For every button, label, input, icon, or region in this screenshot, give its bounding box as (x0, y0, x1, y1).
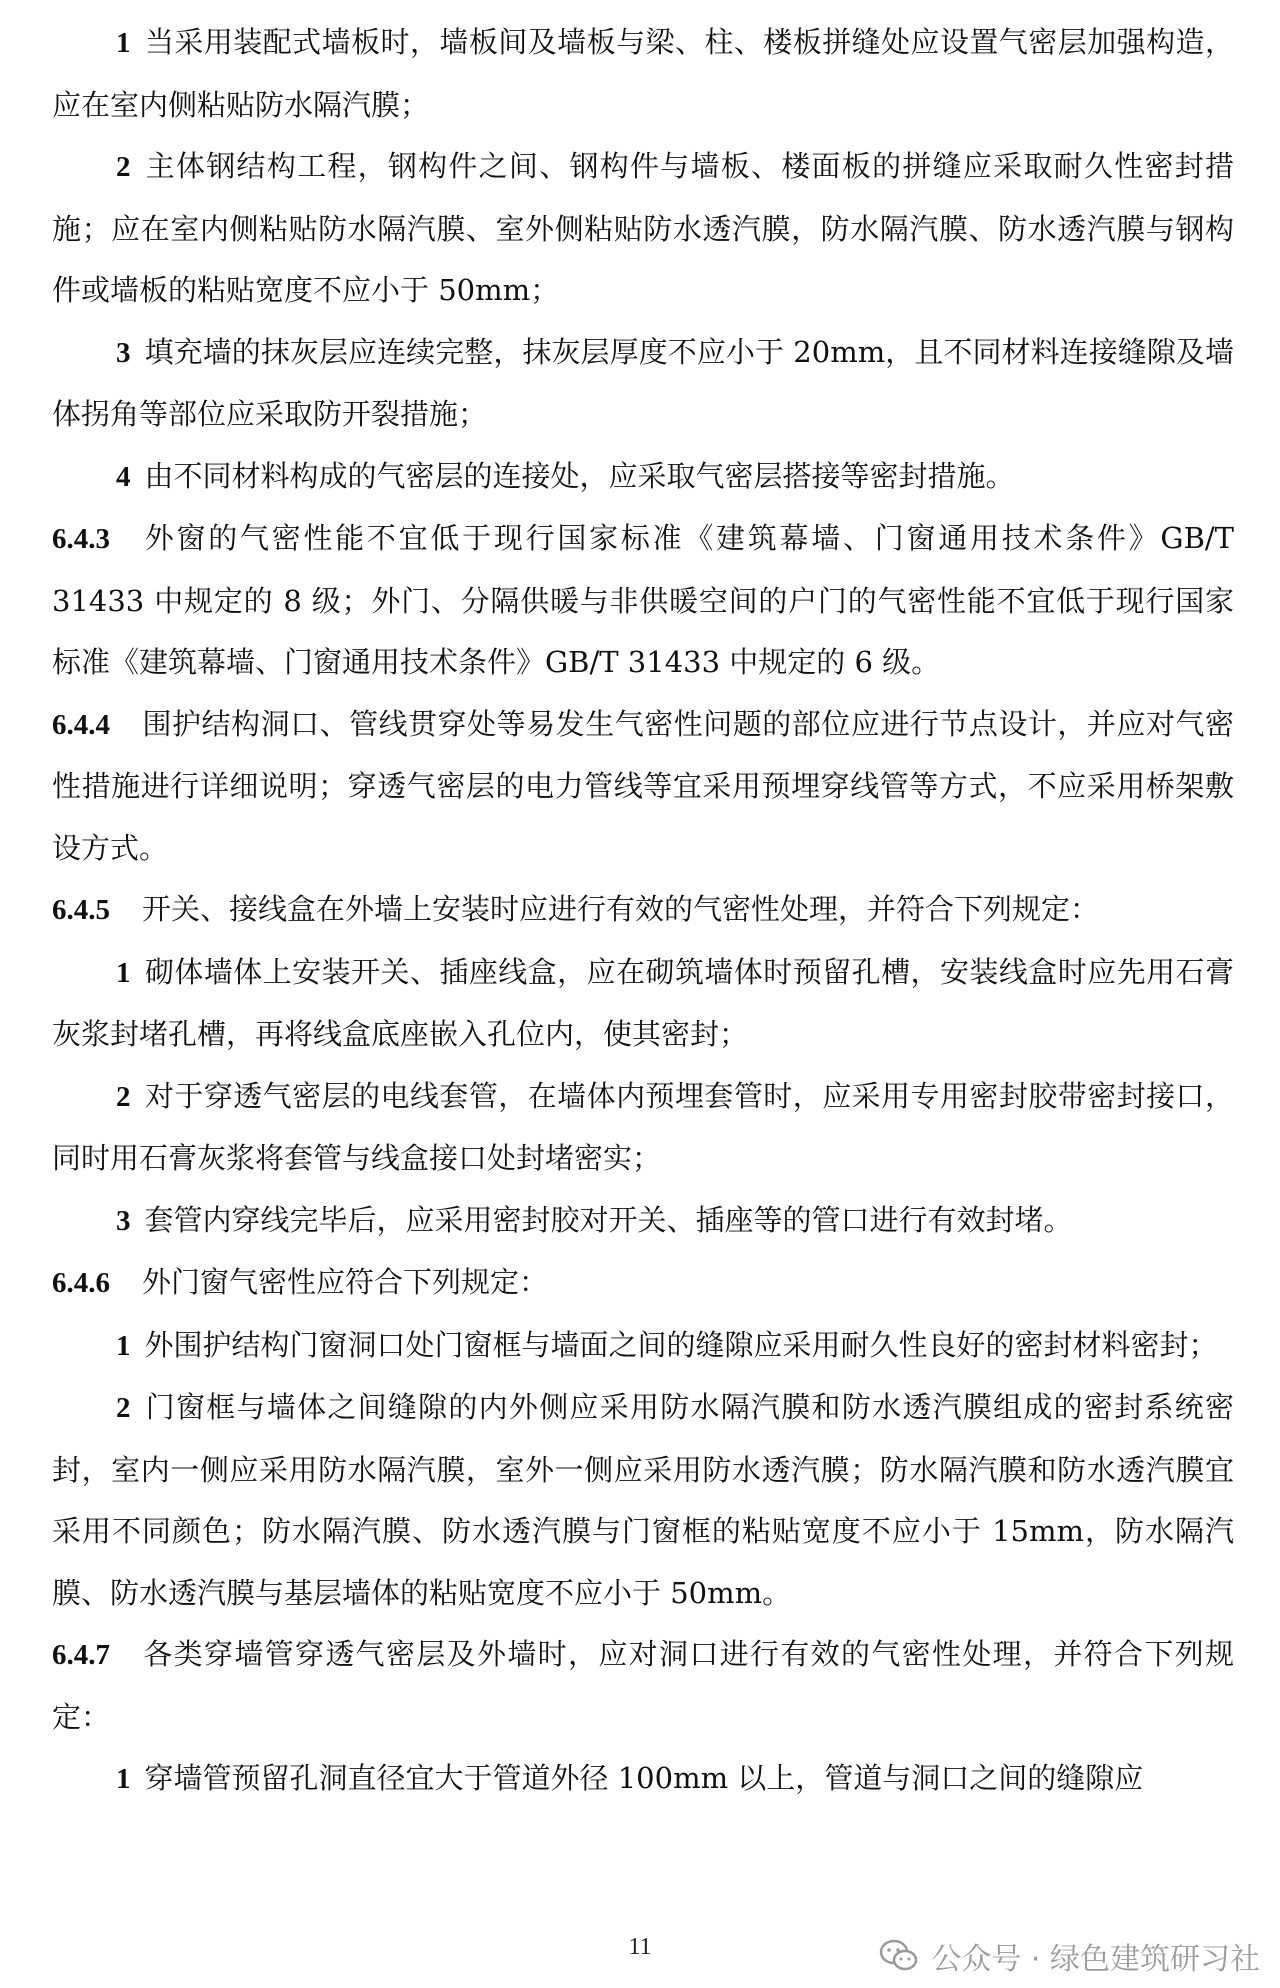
item-text: 主体钢结构工程，钢构件之间、钢构件与墙板、楼面板的拼缝应采取耐久性密封措施；应在室内侧粘贴防水隔汽膜、室外侧粘贴防水透汽膜，防水隔汽膜、防水透汽膜与钢构件或墙板的粘贴宽度不应小于 50mm； (52, 149, 1234, 307)
item-number: 2 (116, 1392, 131, 1424)
item-paragraph (52, 1066, 1234, 1190)
clause-paragraph (52, 1624, 1234, 1748)
clause-paragraph (52, 879, 1234, 942)
item-text: 填充墙的抹灰层应连续完整，抹灰层厚度不应小于 20mm，且不同材料连接缝隙及墙体拐角等部位应采取防开裂措施； (52, 334, 1234, 431)
clause-paragraph (52, 1252, 1234, 1315)
clause-text: 各类穿墙管穿透气密层及外墙时，应对洞口进行有效的气密性处理，并符合下列规定： (52, 1637, 1234, 1734)
clause-number: 6.4.4 (52, 708, 110, 741)
item-paragraph (52, 136, 1234, 322)
item-paragraph (52, 942, 1234, 1066)
clause-paragraph (52, 694, 1234, 880)
document-body (52, 12, 1234, 1811)
item-paragraph (52, 12, 1234, 136)
watermark-text: 公众号 · 绿色建筑研习社 (931, 1942, 1260, 1977)
item-paragraph (52, 322, 1234, 446)
clause-number: 6.4.6 (52, 1267, 110, 1299)
clause-text: 外门窗气密性应符合下列规定： (142, 1265, 549, 1299)
clause-number: 6.4.5 (52, 894, 110, 926)
item-number: 4 (116, 460, 131, 493)
item-number: 3 (116, 1204, 131, 1237)
clause-paragraph (52, 508, 1234, 694)
item-text: 穿墙管预留孔洞直径宜大于管道外径 100mm 以上，管道与洞口之间的缝隙应 (144, 1761, 1144, 1795)
item-text: 由不同材料构成的气密层的连接处，应采取气密层搭接等密封措施。 (144, 458, 1015, 493)
item-number: 1 (116, 1763, 131, 1795)
page-number: 11 (628, 1934, 652, 1960)
clause-text: 开关、接线盒在外墙上安装时应进行有效的气密性处理，并符合下列规定： (142, 892, 1100, 926)
item-paragraph (52, 1315, 1234, 1378)
watermark (879, 1934, 1260, 1978)
item-paragraph (52, 1748, 1234, 1811)
item-paragraph (52, 1190, 1234, 1253)
item-number: 1 (116, 956, 131, 989)
item-text: 套管内穿线完毕后，应采用密封胶对开关、插座等的管口进行有效封堵。 (144, 1202, 1073, 1237)
clause-number: 6.4.3 (52, 523, 110, 555)
item-text: 外围护结构门窗洞口处门窗框与墙面之间的缝隙应采用耐久性良好的密封材料密封； (144, 1327, 1218, 1362)
item-number: 2 (116, 1080, 131, 1113)
item-text: 对于穿透气密层的电线套管，在墙体内预埋套管时，应采用专用密封胶带密封接口，同时用石膏灰浆将套管与线盒接口处封堵密实； (52, 1078, 1234, 1175)
clause-text: 外窗的气密性能不宜低于现行国家标准《建筑幕墙、门窗通用技术条件》GB/T 31433 中规定的 8 级；外门、分隔供暖与非供暖空间的户门的气密性能不宜低于现行国家标准《建筑幕墙、门窗通用技术条件》GB/T 31433 中规定的 6 级。 (52, 521, 1234, 679)
wechat-icon (879, 1939, 919, 1973)
clause-text: 围护结构洞口、管线贯穿处等易发生气密性问题的部位应进行节点设计，并应对气密性措施进行详细说明；穿透气密层的电力管线等宜采用预埋穿线管等方式，不应采用桥架敷设方式。 (52, 706, 1234, 865)
clause-number: 6.4.7 (52, 1639, 110, 1671)
item-paragraph (52, 446, 1234, 509)
item-number: 1 (116, 1329, 131, 1362)
item-text: 门窗框与墙体之间缝隙的内外侧应采用防水隔汽膜和防水透汽膜组成的密封系统密封，室内一侧应采用防水隔汽膜，室外一侧应采用防水透汽膜；防水隔汽膜和防水透汽膜宜采用不同颜色；防水隔汽膜、防水透汽膜与门窗框的粘贴宽度不应小于 15mm，防水隔汽膜、防水透汽膜与基层墙体的粘贴宽度不应小于 50mm。 (52, 1390, 1234, 1610)
item-number: 1 (116, 27, 131, 59)
item-paragraph (52, 1377, 1234, 1624)
item-text: 当采用装配式墙板时，墙板间及墙板与梁、柱、楼板拼缝处应设置气密层加强构造，应在室内侧粘贴防水隔汽膜； (52, 25, 1234, 122)
item-number: 2 (116, 151, 131, 183)
item-text: 砌体墙体上安装开关、插座线盒，应在砌筑墙体时预留孔槽，安装线盒时应先用石膏灰浆封堵孔槽，再将线盒底座嵌入孔位内，使其密封； (52, 954, 1234, 1051)
item-number: 3 (116, 336, 131, 369)
